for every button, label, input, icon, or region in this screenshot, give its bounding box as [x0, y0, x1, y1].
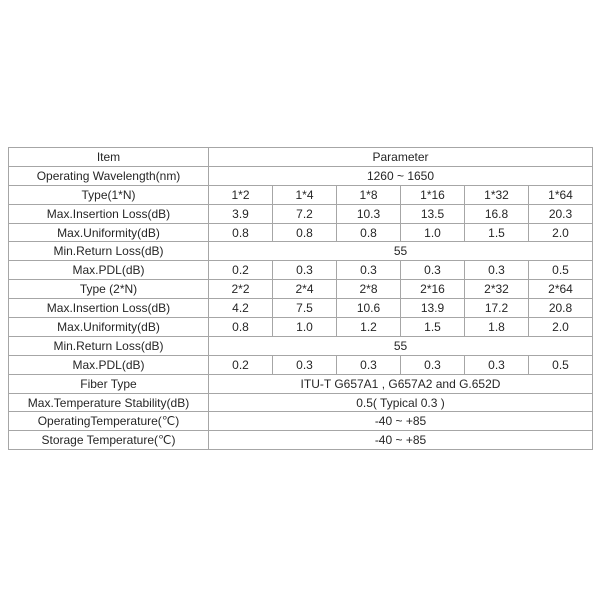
row-label-cell: Type(1*N) [9, 185, 209, 204]
param-cell: 0.2 [209, 261, 273, 280]
row-label-cell: Max.Uniformity(dB) [9, 318, 209, 337]
row-label-cell: Storage Temperature(℃) [9, 431, 209, 450]
param-span-cell: 1260 ~ 1650 [209, 166, 593, 185]
param-span-cell: -40 ~ +85 [209, 431, 593, 450]
param-cell: 1*2 [209, 185, 273, 204]
param-cell: 7.2 [273, 204, 337, 223]
table-row-fiber-type [9, 374, 593, 393]
param-cell: 0.3 [273, 355, 337, 374]
param-cell: 0.2 [209, 355, 273, 374]
param-cell: 0.3 [465, 355, 529, 374]
table-row-insertion-loss-1n [9, 204, 593, 223]
param-cell: 0.3 [337, 355, 401, 374]
row-label-cell: Max.PDL(dB) [9, 261, 209, 280]
param-cell: 1*64 [529, 185, 593, 204]
row-label-cell: Type (2*N) [9, 280, 209, 299]
param-cell: 2.0 [529, 223, 593, 242]
param-cell: 2*64 [529, 280, 593, 299]
row-label-cell: Max.Uniformity(dB) [9, 223, 209, 242]
param-cell: 1.8 [465, 318, 529, 337]
param-cell: 1*32 [465, 185, 529, 204]
table-header-row [9, 148, 593, 167]
param-cell: 2*2 [209, 280, 273, 299]
param-cell: 20.8 [529, 299, 593, 318]
param-cell: 10.3 [337, 204, 401, 223]
param-cell: 13.5 [401, 204, 465, 223]
row-label-cell: Min.Return Loss(dB) [9, 336, 209, 355]
param-cell: 1.5 [465, 223, 529, 242]
param-cell: 0.3 [401, 261, 465, 280]
parameter-header-cell: Parameter [209, 148, 593, 167]
param-cell: 1*4 [273, 185, 337, 204]
item-header-cell: Item [9, 148, 209, 167]
param-cell: 2.0 [529, 318, 593, 337]
param-cell: 1.5 [401, 318, 465, 337]
param-cell: 1.0 [273, 318, 337, 337]
table-row-type-1n [9, 185, 593, 204]
table-row-type-2n [9, 280, 593, 299]
table-row-temperature-stability [9, 393, 593, 412]
param-cell: 0.8 [273, 223, 337, 242]
param-cell: 0.3 [337, 261, 401, 280]
param-cell: 0.3 [401, 355, 465, 374]
param-span-cell: 0.5( Typical 0.3 ) [209, 393, 593, 412]
param-cell: 2*32 [465, 280, 529, 299]
param-cell: 0.3 [465, 261, 529, 280]
row-label-cell: Operating Wavelength(nm) [9, 166, 209, 185]
row-label-cell: OperatingTemperature(℃) [9, 412, 209, 431]
param-cell: 1*16 [401, 185, 465, 204]
row-label-cell: Min.Return Loss(dB) [9, 242, 209, 261]
param-span-cell: 55 [209, 242, 593, 261]
param-cell: 1.2 [337, 318, 401, 337]
param-cell: 0.8 [209, 318, 273, 337]
table-row-return-loss-2n [9, 336, 593, 355]
table-row-storage-temperature [9, 431, 593, 450]
table-row-uniformity-1n [9, 223, 593, 242]
table-row-pdl-1n [9, 261, 593, 280]
param-cell: 0.8 [337, 223, 401, 242]
row-label-cell: Fiber Type [9, 374, 209, 393]
param-cell: 13.9 [401, 299, 465, 318]
table-row-insertion-loss-2n [9, 299, 593, 318]
param-cell: 2*4 [273, 280, 337, 299]
param-span-cell: -40 ~ +85 [209, 412, 593, 431]
table-row-operating-temperature [9, 412, 593, 431]
param-cell: 1*8 [337, 185, 401, 204]
param-cell: 0.8 [209, 223, 273, 242]
param-cell: 16.8 [465, 204, 529, 223]
table-row-return-loss-1n [9, 242, 593, 261]
table-row-operating-wavelength [9, 166, 593, 185]
param-cell: 17.2 [465, 299, 529, 318]
row-label-cell: Max.Insertion Loss(dB) [9, 299, 209, 318]
table-row-pdl-2n [9, 355, 593, 374]
table-row-uniformity-2n [9, 318, 593, 337]
row-label-cell: Max.PDL(dB) [9, 355, 209, 374]
row-label-cell: Max.Temperature Stability(dB) [9, 393, 209, 412]
param-cell: 7.5 [273, 299, 337, 318]
param-cell: 20.3 [529, 204, 593, 223]
param-cell: 10.6 [337, 299, 401, 318]
param-cell: 2*8 [337, 280, 401, 299]
param-cell: 3.9 [209, 204, 273, 223]
param-cell: 2*16 [401, 280, 465, 299]
param-cell: 1.0 [401, 223, 465, 242]
param-span-cell: 55 [209, 336, 593, 355]
param-cell: 0.3 [273, 261, 337, 280]
param-cell: 0.5 [529, 261, 593, 280]
param-span-cell: ITU-T G657A1 , G657A2 and G.652D [209, 374, 593, 393]
spec-table [8, 147, 593, 450]
row-label-cell: Max.Insertion Loss(dB) [9, 204, 209, 223]
param-cell: 4.2 [209, 299, 273, 318]
param-cell: 0.5 [529, 355, 593, 374]
